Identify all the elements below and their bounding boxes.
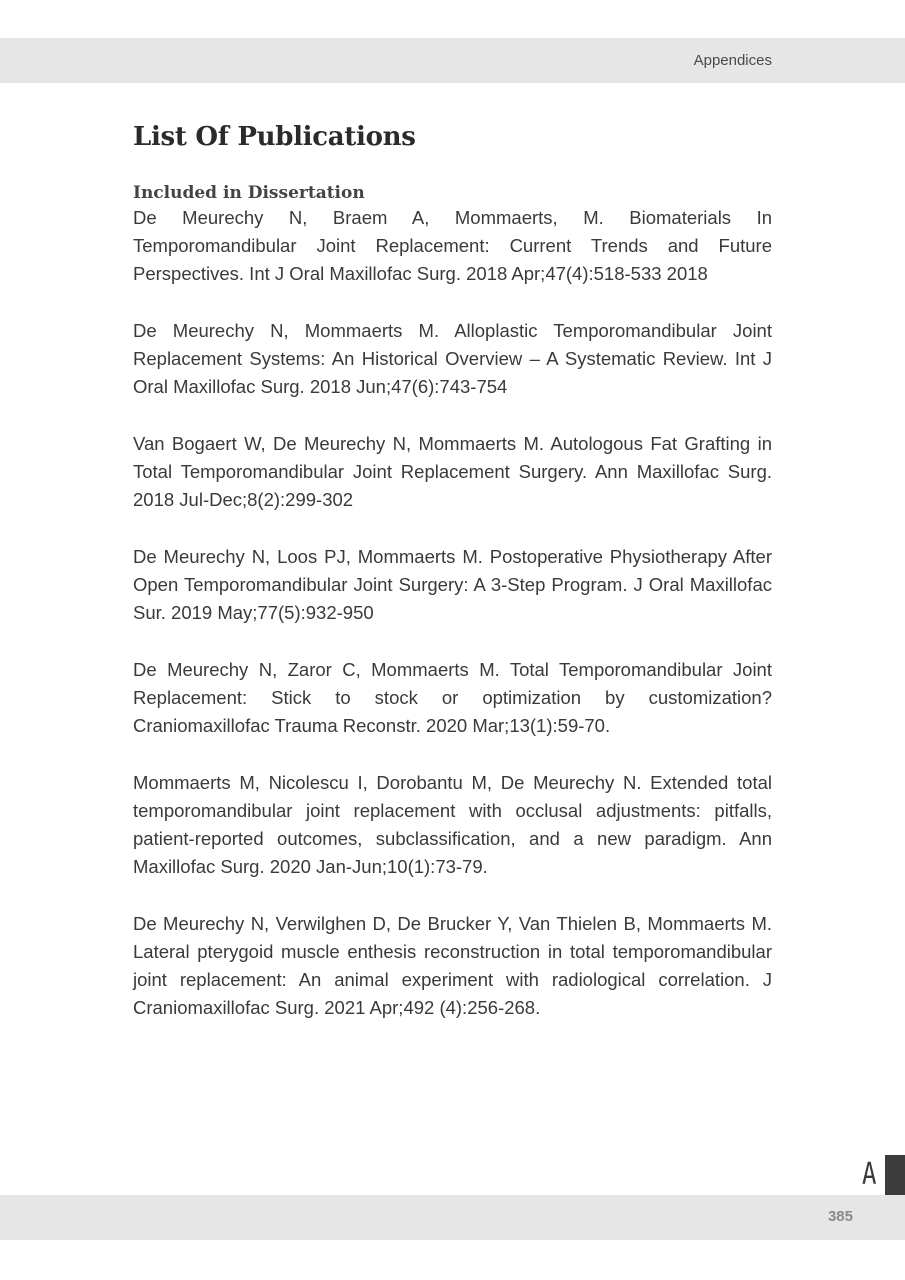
chapter-tab-letter: A [862, 1157, 877, 1192]
publication-entry: De Meurechy N, Zaror C, Mommaerts M. Total Temporomandibular Joint Replacement: Stick to stock or optimization by customization? Craniomaxillofac Trauma Reconstr. 2020 Mar;13(1):59-70. [133, 659, 772, 736]
page-number: 385 [827, 1208, 853, 1225]
publication-entry: De Meurechy N, Verwilghen D, De Brucker Y, Van Thielen B, Mommaerts M. Lateral pterygoid muscle enthesis reconstruction in total temporomandibular joint replacement: An animal experiment with radiological correlation. J Craniomaxillofac Surg. 2021 Apr;492 (4):256-268. [133, 913, 772, 1018]
running-header [0, 38, 905, 83]
chapter-tab-marker [885, 1155, 905, 1195]
running-header-label: Appendices [693, 52, 772, 69]
page-title: List Of Publications [133, 122, 416, 152]
publication-entry: De Meurechy N, Mommaerts M. Alloplastic Temporomandibular Joint Replacement Systems: An Historical Overview – A Systematic Review. Int J Oral Maxillofac Surg. 2018 Jun;47(6):743-754 [133, 320, 772, 397]
section-heading: Included in Dissertation [133, 183, 365, 203]
publication-entry: De Meurechy N, Loos PJ, Mommaerts M. Postoperative Physiotherapy After Open Temporomandibular Joint Surgery: A 3-Step Program. J Oral Maxillofac Sur. 2019 May;77(5):932-950 [133, 546, 772, 623]
publication-entry: Van Bogaert W, De Meurechy N, Mommaerts M. Autologous Fat Grafting in Total Temporomandibular Joint Replacement Surgery. Ann Maxillofac Surg. 2018 Jul-Dec;8(2):299-302 [133, 433, 772, 510]
main-content [133, 122, 772, 1051]
page-footer [0, 1195, 905, 1240]
publication-entry: De Meurechy N, Braem A, Mommaerts, M. Biomaterials In Temporomandibular Joint Replacement: Current Trends and Future Perspectives. Int J Oral Maxillofac Surg. 2018 Apr;47(4):518-533 2018 [133, 207, 772, 284]
publication-entry: Mommaerts M, Nicolescu I, Dorobantu M, De Meurechy N. Extended total temporomandibular joint replacement with occlusal adjustments: pitfalls, patient-reported outcomes, subclassification, and a new paradigm. Ann Maxillofac Surg. 2020 Jan-Jun;10(1):73-79. [133, 772, 772, 877]
